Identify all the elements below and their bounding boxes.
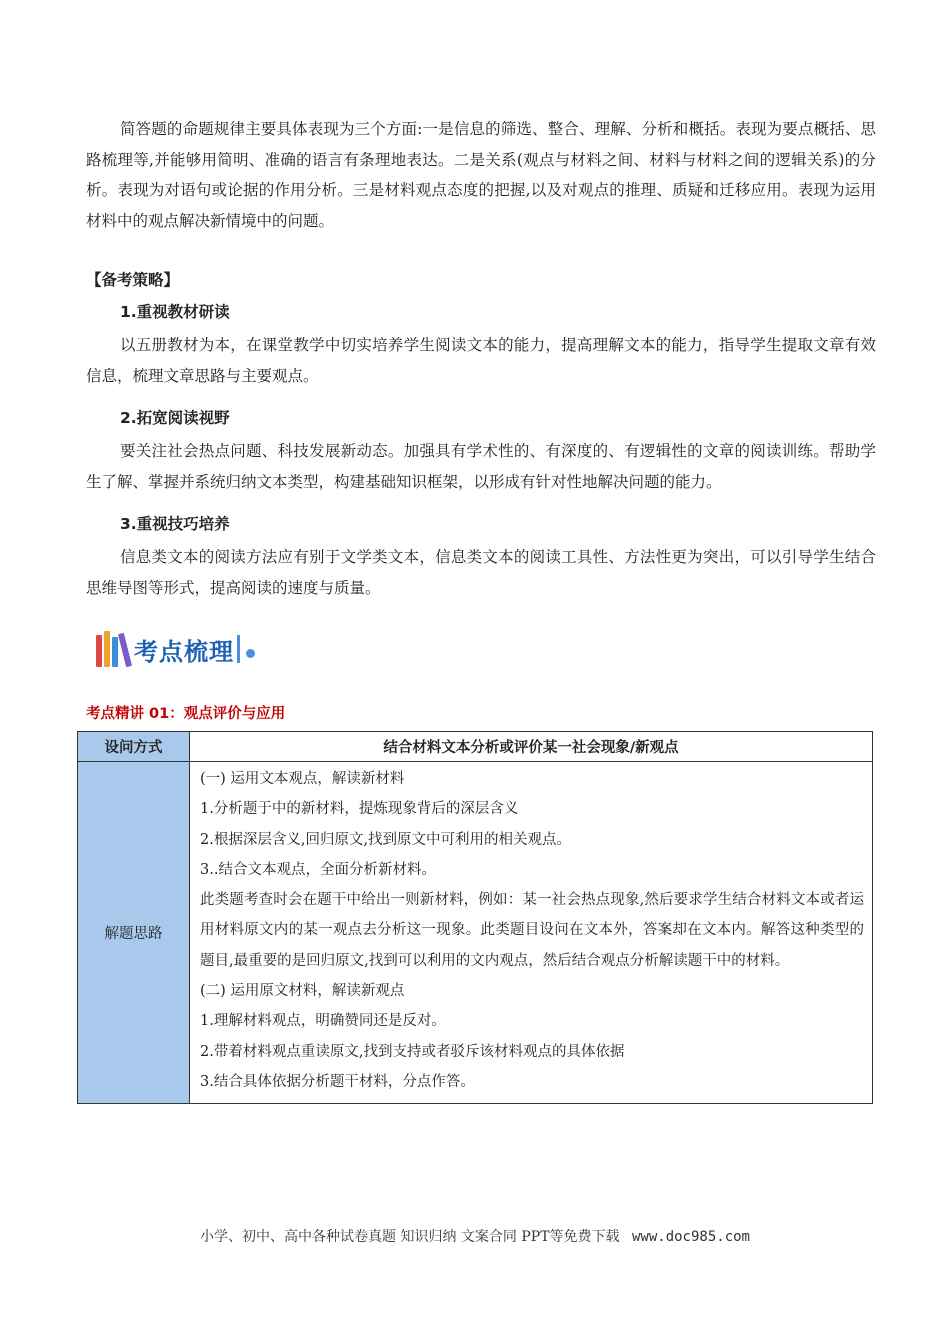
section-banner — [96, 628, 255, 670]
table-header-right: 结合材料文本分析或评价某一社会现象/新观点 — [190, 732, 873, 762]
content-line: 3.结合具体依据分析题干材料，分点作答。 — [200, 1073, 475, 1090]
content-line: (二) 运用原文材料，解读新观点 — [200, 983, 405, 1000]
strategy-item-2-title: 2.拓宽阅读视野 — [120, 409, 230, 427]
strategy-item-2-text: 要关注社会热点问题、科技发展新动态。加强具有学术性的、有深度的、有逻辑性的文章的阅读训练。帮助学生了解、掌握并系统归纳文本类型，构建基础知识框架，以形成有针对性地解决问题的能力。 — [86, 442, 876, 491]
banner-dot — [246, 649, 255, 658]
page-footer — [0, 1226, 950, 1246]
content-line: 此类题考查时会在题干中给出一则新材料，例如：某一社会热点现象,然后要求学生结合材料文本或者运用材料原文内的某一观点去分析这一现象。此类题目设问在文本外，答案却在文本内。解答这种类型的题目,最重要的是回归原文,找到可以利用的文内观点，然后结合观点分析解读题干中的材料。 — [200, 892, 864, 969]
banner-cursor-bar — [237, 635, 240, 663]
table-row-content — [190, 762, 873, 1104]
strategy-heading: 【备考策略】 — [86, 271, 180, 289]
content-line: 3..结合文本观点，全面分析新材料。 — [200, 861, 436, 878]
content-line: 2.带着材料观点重读原文,找到支持或者驳斥该材料观点的具体依据 — [200, 1043, 625, 1060]
strategy-item-1-text: 以五册教材为本，在课堂教学中切实培养学生阅读文本的能力，提高理解文本的能力，指导学生提取文章有效信息，梳理文章思路与主要观点。 — [86, 336, 876, 385]
books-icon — [96, 631, 130, 667]
footer-url[interactable]: www.doc985.com — [631, 1229, 750, 1245]
intro-paragraph: 简答题的命题规律主要具体表现为三个方面:一是信息的筛选、整合、理解、分析和概括。表现为要点概括、思路梳理等,并能够用简明、准确的语言有条理地表达。二是关系(观点与材料之间、材料与材料之间的逻辑关系)的分析。表现为对语句或论据的作用分析。三是材料观点态度的把握,以及对观点的推理、质疑和迁移应用。表现为运用材料中的观点解决新情境中的问题。 — [86, 120, 876, 230]
table-row-label: 解题思路 — [78, 762, 190, 1104]
table-header-left: 设问方式 — [78, 732, 190, 762]
table-header-row — [78, 732, 873, 762]
content-line: (一) 运用文本观点，解读新材料 — [200, 771, 405, 787]
banner-title: 考点梳理 — [134, 637, 234, 666]
strategy-item-3-text: 信息类文本的阅读方法应有别于文学类文本，信息类文本的阅读工具性、方法性更为突出，可以引导学生结合思维导图等形式，提高阅读的速度与质量。 — [86, 548, 876, 597]
table-row — [78, 762, 873, 1104]
content-line: 1.理解材料观点，明确赞同还是反对。 — [200, 1013, 446, 1030]
content-line: 2.根据深层含义,回归原文,找到原文中可利用的相关观点。 — [200, 831, 572, 848]
section-label: 考点精讲 01：观点评价与应用 — [86, 706, 286, 722]
method-table — [77, 731, 873, 1104]
strategy-item-1-title: 1.重视教材研读 — [120, 303, 230, 321]
strategy-item-3-title: 3.重视技巧培养 — [120, 515, 230, 533]
content-line: 1.分析题于中的新材料，提炼现象背后的深层含义 — [200, 801, 519, 818]
footer-text: 小学、初中、高中各种试卷真题 知识归纳 文案合同 PPT等免费下载 — [200, 1229, 620, 1245]
